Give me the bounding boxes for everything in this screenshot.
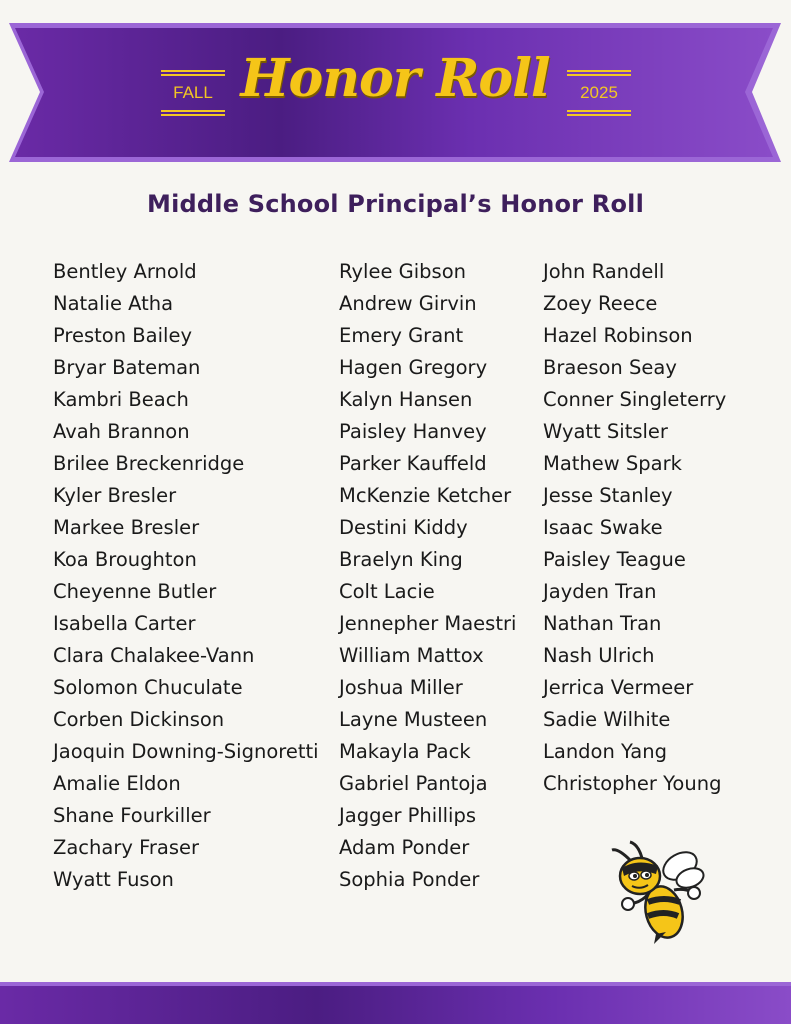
list-item: Clara Chalakee-Vann (53, 644, 255, 667)
list-item: Jagger Phillips (339, 804, 476, 827)
list-item: Sadie Wilhite (543, 708, 671, 731)
name-column-1 (53, 256, 319, 896)
list-item: Nash Ulrich (543, 644, 655, 667)
year-label: 2025 (567, 70, 631, 116)
list-item: Corben Dickinson (53, 708, 225, 731)
list-item: Rylee Gibson (339, 260, 466, 283)
list-item: Cheyenne Butler (53, 580, 217, 603)
list-item: Mathew Spark (543, 452, 682, 475)
list-item: Jennepher Maestri (339, 612, 517, 635)
yellow-jacket-mascot-icon (608, 840, 708, 944)
list-item: Jerrica Vermeer (543, 676, 694, 699)
list-item: Natalie Atha (53, 292, 174, 315)
list-item: Hazel Robinson (543, 324, 693, 347)
list-item: Andrew Girvin (339, 292, 477, 315)
name-column-2 (339, 256, 516, 896)
list-item: Shane Fourkiller (53, 804, 211, 827)
list-item: Jaoquin Downing-Signoretti (53, 740, 319, 763)
list-item: Gabriel Pantoja (339, 772, 488, 795)
list-item: Christopher Young (543, 772, 722, 795)
list-item: Wyatt Fuson (53, 868, 174, 891)
list-item: Jayden Tran (543, 580, 657, 603)
term-label: FALL (161, 70, 225, 116)
list-item: Layne Musteen (339, 708, 488, 731)
page-title: Honor Roll (240, 48, 550, 109)
list-item: Avah Brannon (53, 420, 190, 443)
list-item: Makayla Pack (339, 740, 471, 763)
list-item: Jesse Stanley (543, 484, 673, 507)
list-item: Koa Broughton (53, 548, 197, 571)
list-item: Zachary Fraser (53, 836, 200, 859)
list-item: Landon Yang (543, 740, 667, 763)
list-item: Emery Grant (339, 324, 464, 347)
list-item: Sophia Ponder (339, 868, 480, 891)
list-item: Isabella Carter (53, 612, 196, 635)
header-banner (0, 0, 791, 170)
list-item: Destini Kiddy (339, 516, 468, 539)
list-item: Paisley Hanvey (339, 420, 487, 443)
list-item: John Randell (543, 260, 665, 283)
list-item: Colt Lacie (339, 580, 435, 603)
list-item: Braeson Seay (543, 356, 677, 379)
list-item: William Mattox (339, 644, 484, 667)
list-item: Conner Singleterry (543, 388, 727, 411)
list-item: Kambri Beach (53, 388, 189, 411)
list-item: Amalie Eldon (53, 772, 181, 795)
list-item: Isaac Swake (543, 516, 663, 539)
list-item: Kyler Bresler (53, 484, 177, 507)
list-item: Brilee Breckenridge (53, 452, 245, 475)
list-item: Joshua Miller (339, 676, 463, 699)
list-item: Bryar Bateman (53, 356, 201, 379)
list-item: Solomon Chuculate (53, 676, 243, 699)
list-item: Preston Bailey (53, 324, 192, 347)
list-item: Nathan Tran (543, 612, 662, 635)
list-item: Parker Kauffeld (339, 452, 487, 475)
name-column-3 (543, 256, 726, 800)
section-heading: Middle School Principal’s Honor Roll (147, 190, 644, 218)
list-item: Hagen Gregory (339, 356, 488, 379)
list-item: Markee Bresler (53, 516, 200, 539)
list-item: McKenzie Ketcher (339, 484, 512, 507)
list-item: Braelyn King (339, 548, 463, 571)
footer-bar (0, 982, 791, 1024)
list-item: Wyatt Sitsler (543, 420, 668, 443)
list-item: Zoey Reece (543, 292, 658, 315)
list-item: Adam Ponder (339, 836, 470, 859)
list-item: Bentley Arnold (53, 260, 197, 283)
list-item: Kalyn Hansen (339, 388, 473, 411)
list-item: Paisley Teague (543, 548, 686, 571)
